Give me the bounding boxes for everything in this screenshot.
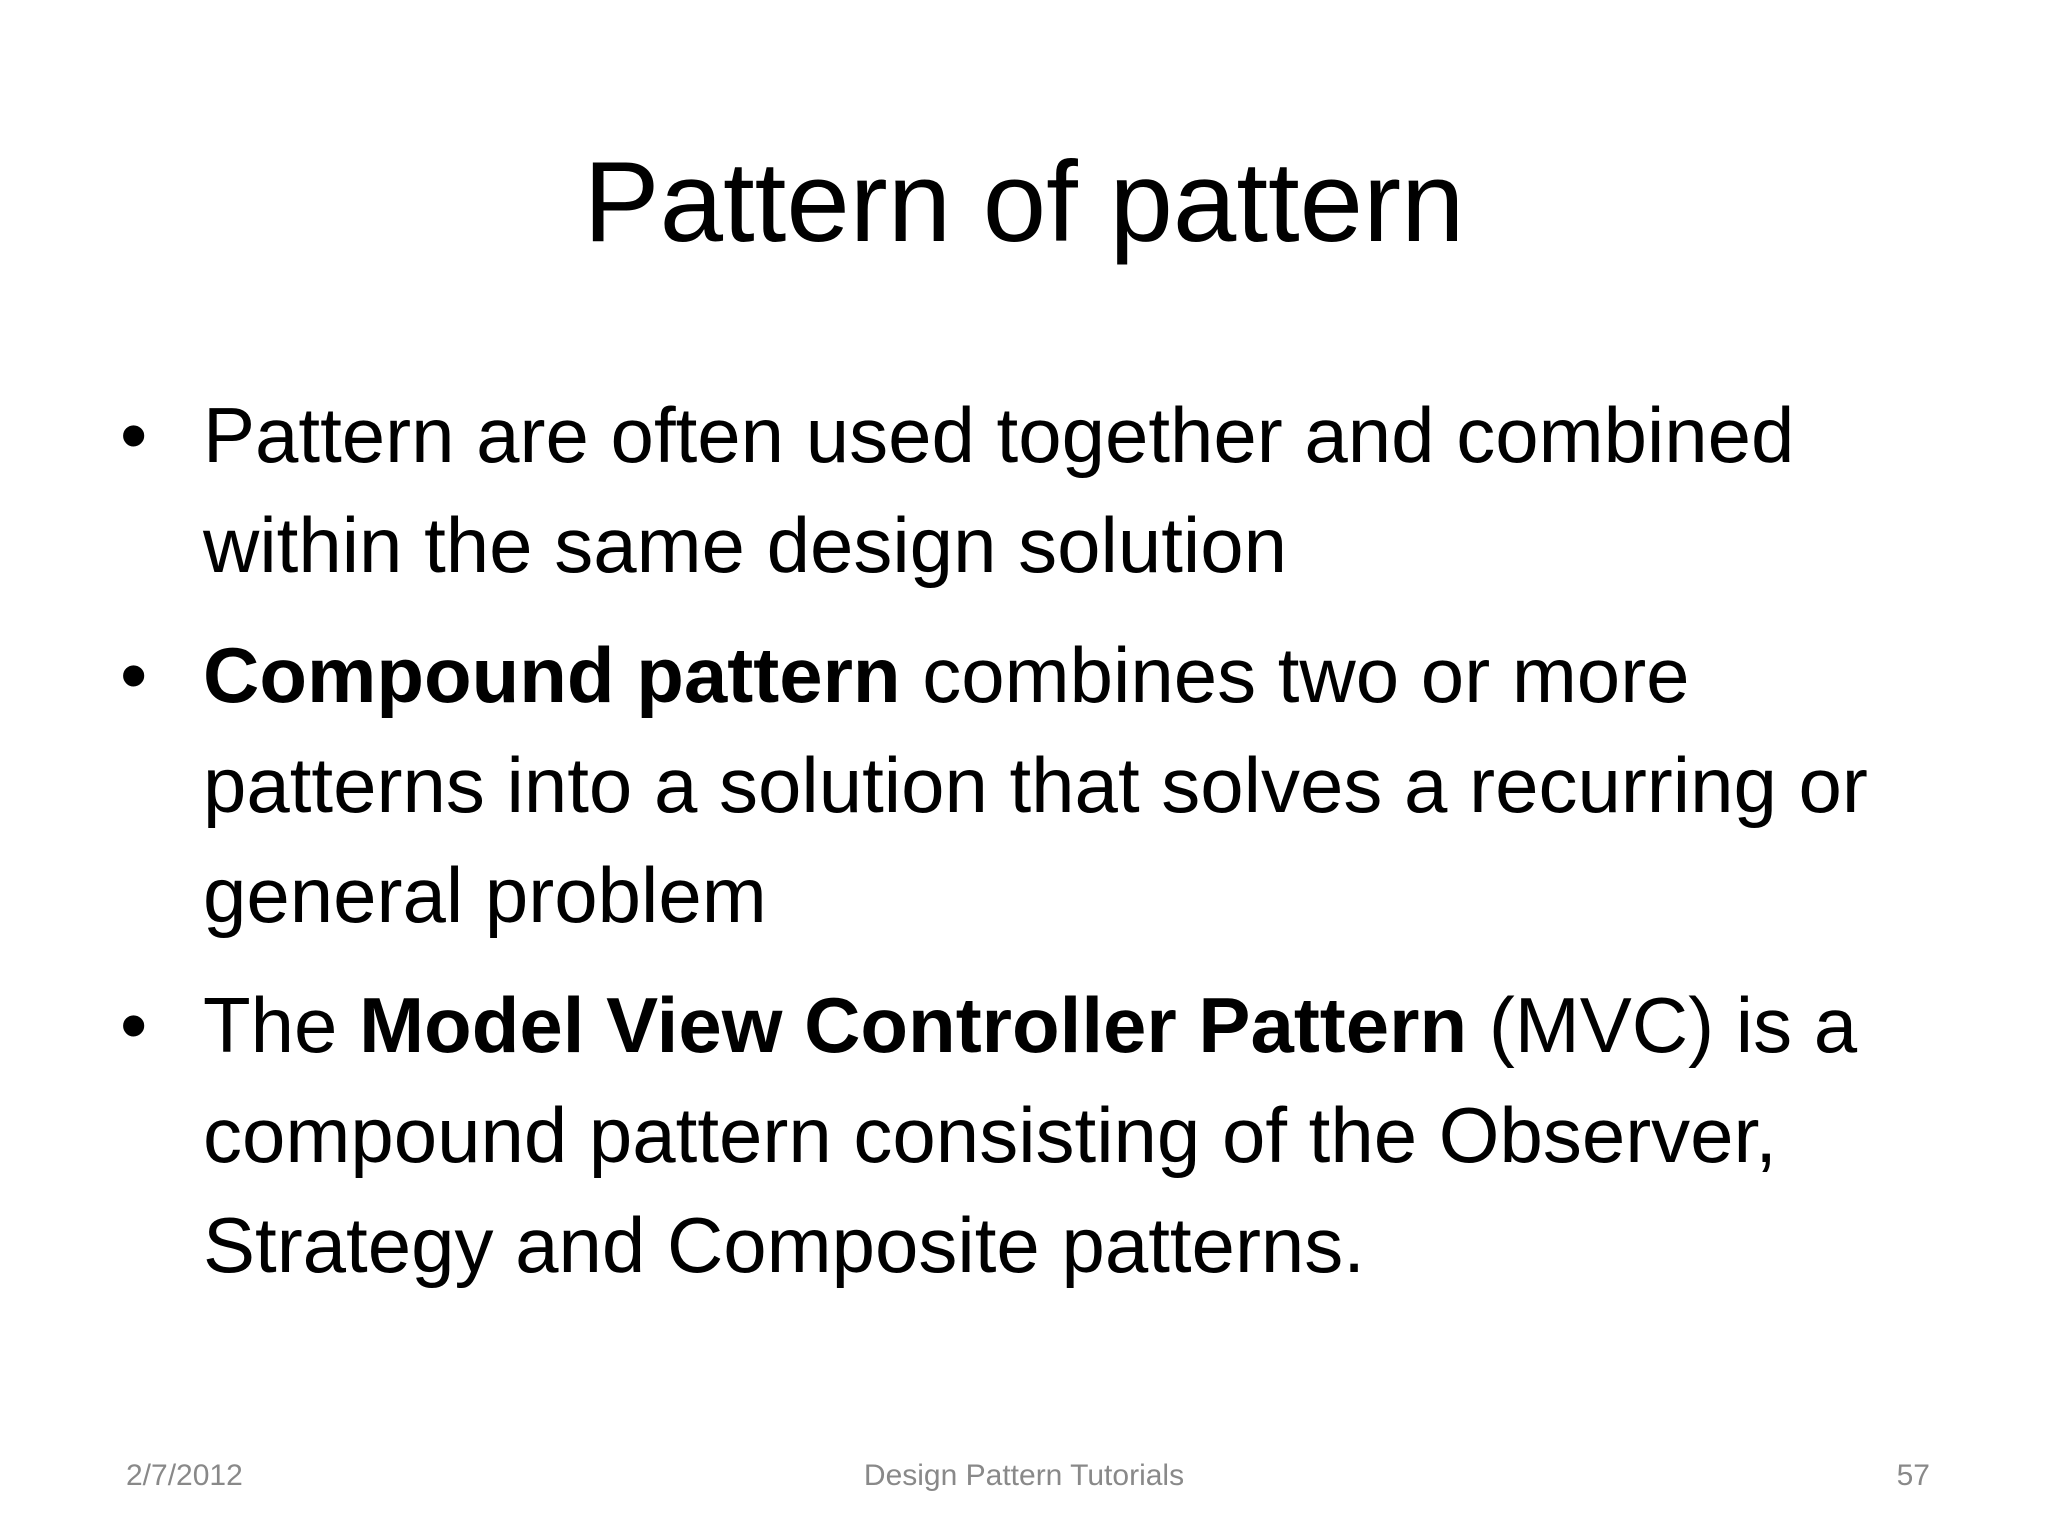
bullet-bold-term: Compound pattern [203,631,901,719]
bullet-item [120,970,1960,1300]
bullet-prefix: The [203,981,360,1069]
footer-date: 2/7/2012 [126,1459,243,1492]
bullet-text: (MVC) is a compound pattern consisting of the Observer, Strategy and Composite patterns. [203,981,1858,1289]
bullet-item [120,380,1960,600]
bullet-text: Pattern are often used together and combined within the same design solution [203,391,1795,589]
bullet-list [120,380,1960,1320]
bullet-icon: • [120,981,148,1069]
slide-title: Pattern of pattern [583,139,1465,266]
footer-title: Design Pattern Tutorials [863,1459,1185,1492]
footer-page-number: 57 [1896,1459,1930,1492]
bullet-text: combines two or more patterns into a solution that solves a recurring or general problem [203,631,1868,939]
bullet-icon: • [120,631,148,719]
bullet-icon: • [120,391,148,479]
bullet-item [120,620,1960,950]
bullet-bold-term: Model View Controller Pattern [359,981,1468,1069]
